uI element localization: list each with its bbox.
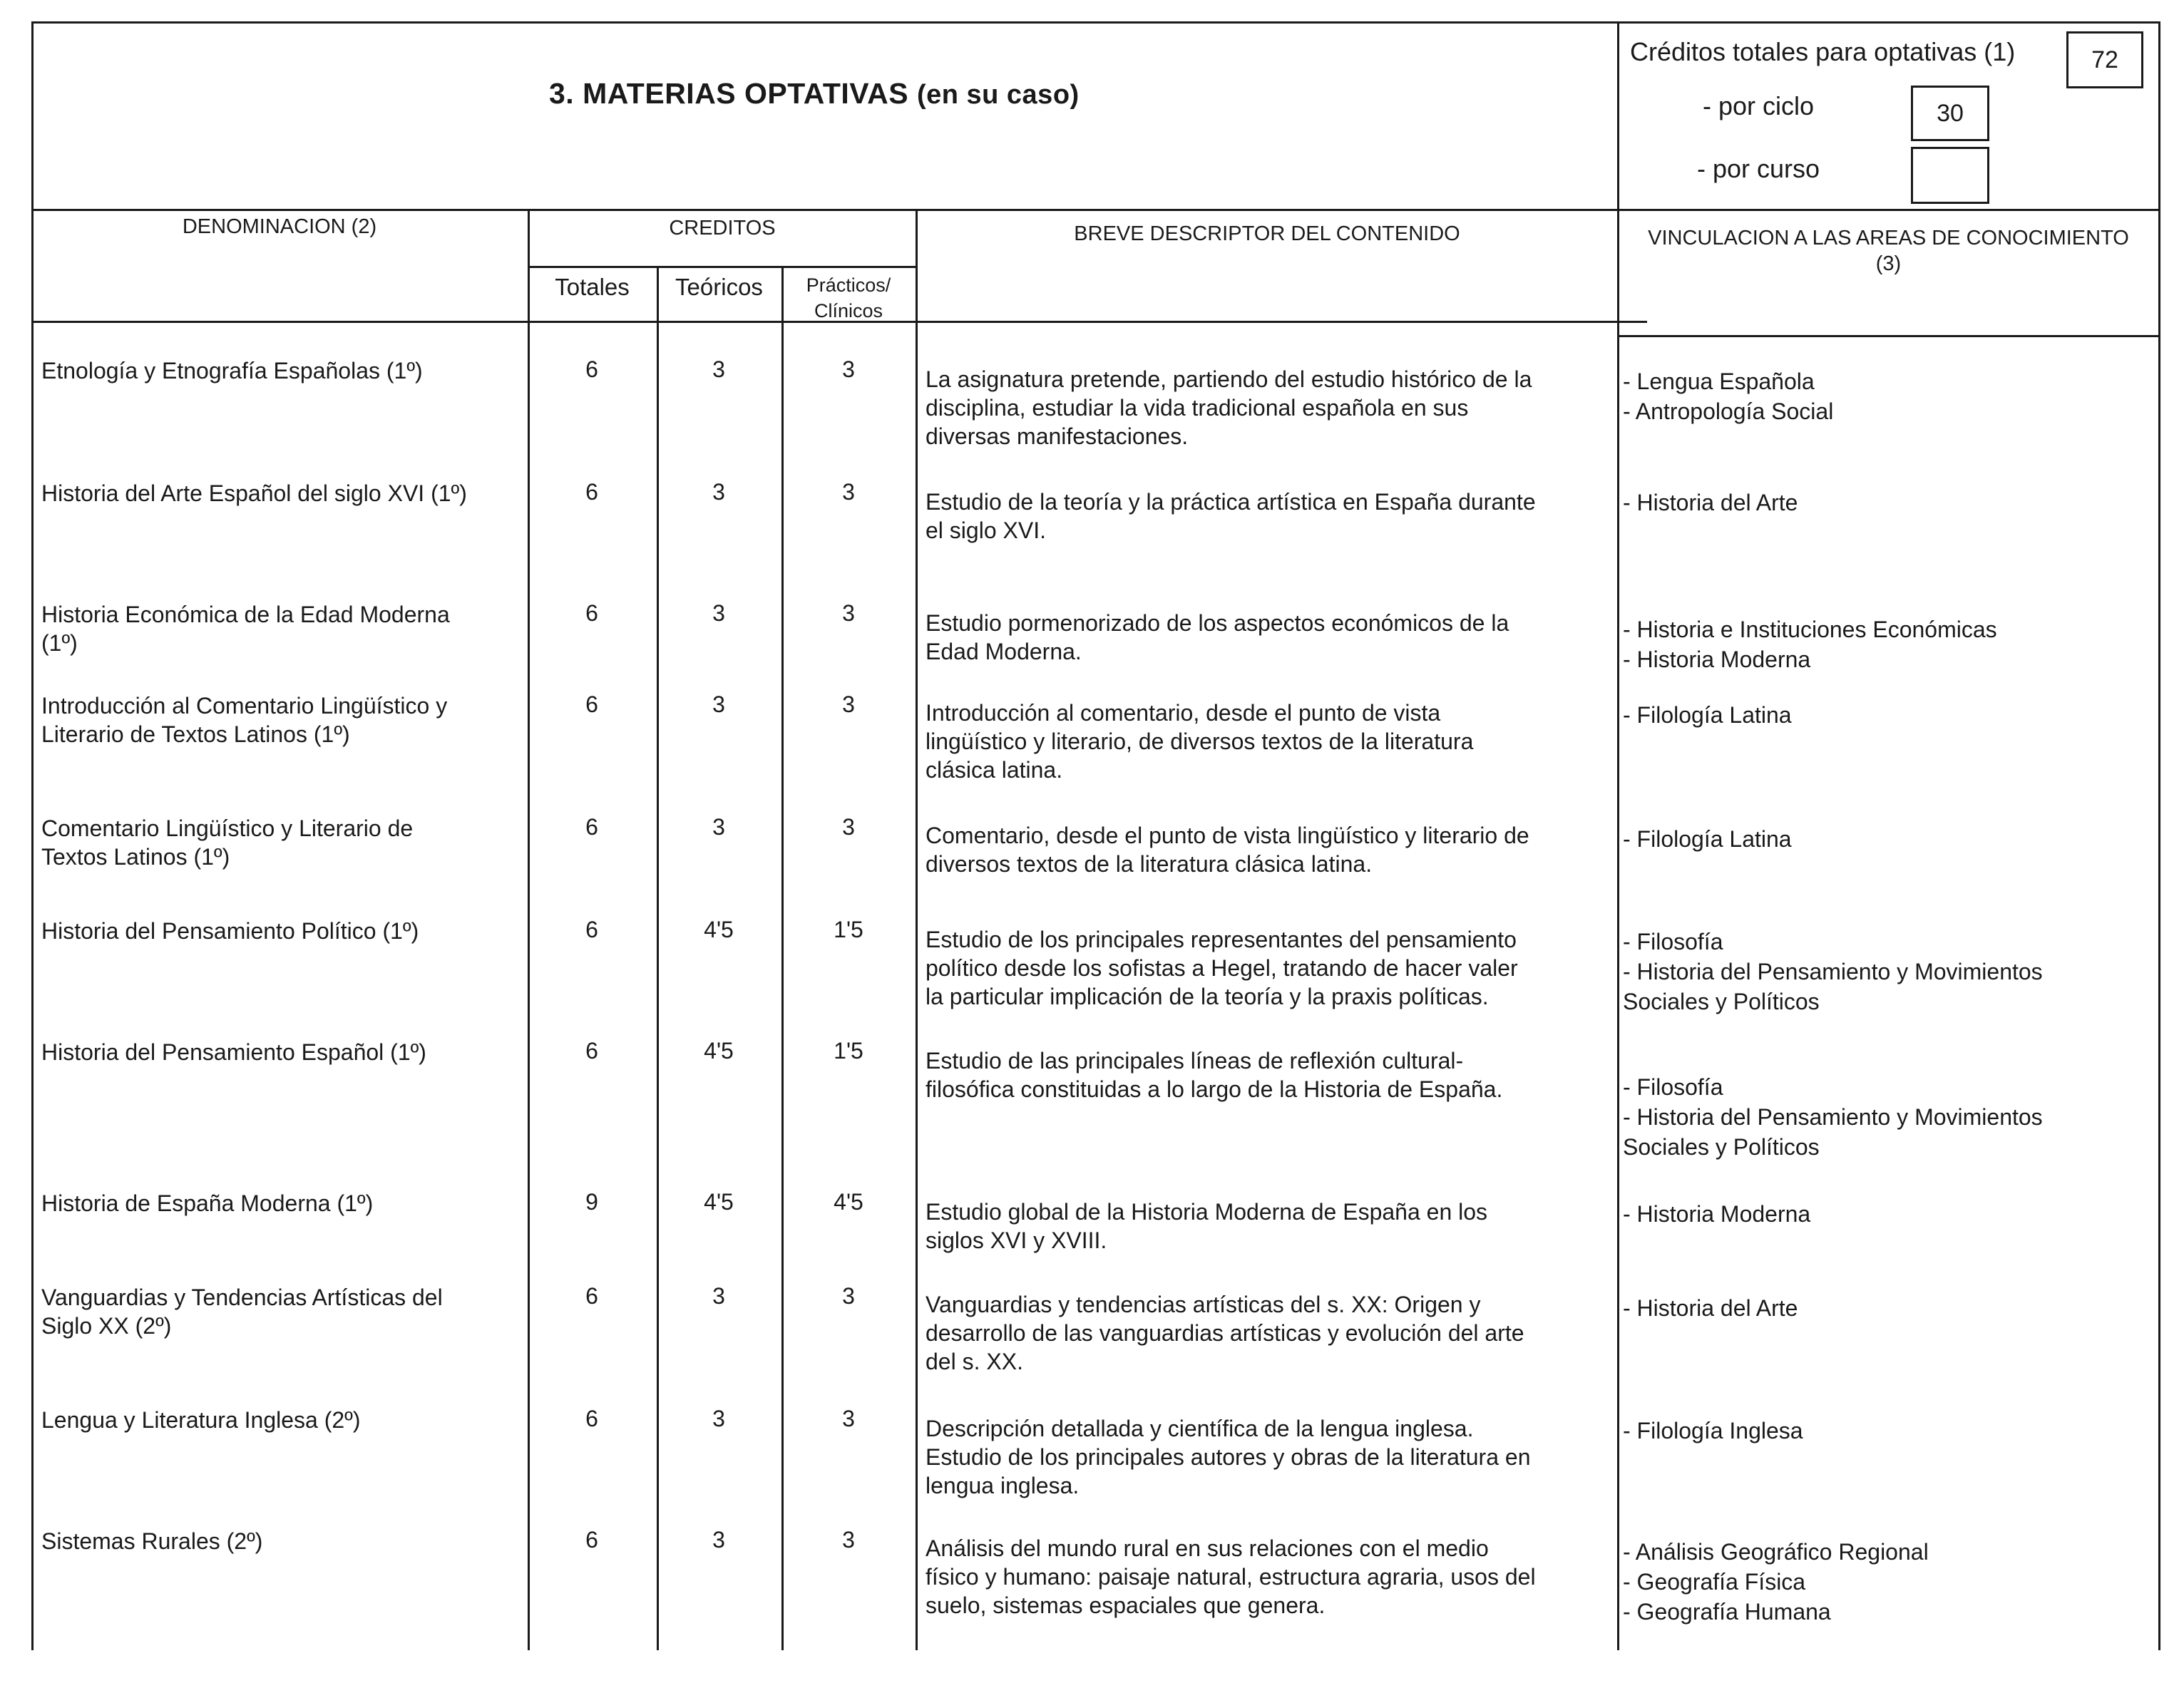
row-practicos: 3 <box>842 479 855 505</box>
row-teoricos: 3 <box>712 1283 725 1309</box>
row-descriptor-line: clásica latina. <box>926 757 1063 783</box>
col-line-denominacion <box>528 209 530 1650</box>
title-suffix: (en su caso) <box>916 80 1080 110</box>
row-totales: 6 <box>585 917 598 942</box>
row-teoricos: 3 <box>712 691 725 717</box>
row-totales: 6 <box>585 1527 598 1553</box>
row-areas-line: - Historia e Instituciones Económicas <box>1623 617 1997 642</box>
row-areas <box>1623 366 2150 426</box>
row-areas <box>1623 1072 2150 1162</box>
row-descriptor-line: la particular implicación de la teoría y la praxis políticas. <box>926 984 1489 1009</box>
row-denominacion-line: Lengua y Literatura Inglesa (2º) <box>41 1407 361 1433</box>
row-areas-line: - Filosofía <box>1623 1074 1723 1100</box>
row-descriptor <box>926 699 1610 784</box>
row-denominacion-line: Historia del Arte Español del siglo XVI (1º) <box>41 480 467 506</box>
row-descriptor-line: Estudio global de la Historia Moderna de España en los <box>926 1199 1488 1225</box>
row-descriptor-line: político desde los sofistas a Hegel, tratando de hacer valer <box>926 955 1518 981</box>
row-areas <box>1623 700 2150 730</box>
row-practicos: 3 <box>842 600 855 626</box>
row-denominacion-line: Historia del Pensamiento Político (1º) <box>41 918 419 944</box>
header-practicos-line1: Prácticos/ <box>806 274 891 296</box>
row-teoricos: 3 <box>712 1406 725 1431</box>
row-descriptor <box>926 1198 1610 1255</box>
row-areas-line: Sociales y Políticos <box>1623 989 1820 1014</box>
row-descriptor-line: lengua inglesa. <box>926 1473 1080 1498</box>
row-areas <box>1623 488 2150 518</box>
row-denominacion-line: Comentario Lingüístico y Literario de <box>41 815 414 841</box>
header-practicos <box>781 272 916 324</box>
row-areas-line: - Historia Moderna <box>1623 1201 1811 1227</box>
por-curso-box <box>1911 147 1989 204</box>
header-vinculacion-line2: (3) <box>1875 252 1902 275</box>
row-descriptor <box>926 925 1610 1011</box>
row-areas-line: - Filología Latina <box>1623 702 1792 728</box>
row-totales: 6 <box>585 1406 598 1431</box>
row-areas <box>1623 1416 2150 1446</box>
row-descriptor-line: Introducción al comentario, desde el punto de vista <box>926 700 1441 726</box>
col-line-teoricos <box>781 266 784 1650</box>
creditos-totales-label: Créditos totales para optativas (1) <box>1630 37 2016 66</box>
row-denominacion-line: Literario de Textos Latinos (1º) <box>41 721 350 747</box>
row-descriptor <box>926 609 1610 666</box>
row-descriptor <box>926 1414 1610 1500</box>
row-totales: 6 <box>585 1283 598 1309</box>
row-denominacion <box>41 1283 519 1340</box>
row-practicos: 3 <box>842 1527 855 1553</box>
row-practicos: 3 <box>842 691 855 717</box>
row-areas <box>1623 1537 2150 1627</box>
row-denominacion <box>41 356 519 385</box>
row-areas-line: Sociales y Políticos <box>1623 1134 1820 1160</box>
row-descriptor-line: Estudio de los principales representantes del pensamiento <box>926 927 1517 952</box>
row-descriptor-line: siglos XVI y XVIII. <box>926 1228 1107 1253</box>
row-denominacion <box>41 1406 519 1434</box>
row-areas-line: - Antropología Social <box>1623 398 1834 424</box>
row-descriptor-line: físico y humano: paisaje natural, estructura agraria, usos del <box>926 1564 1536 1590</box>
row-denominacion <box>41 600 519 657</box>
row-teoricos: 3 <box>712 1527 725 1553</box>
row-denominacion-line: Etnología y Etnografía Españolas (1º) <box>41 358 423 384</box>
row-descriptor-line: Comentario, desde el punto de vista lingüístico y literario de <box>926 823 1529 848</box>
row-practicos: 3 <box>842 356 855 382</box>
row-denominacion-line: Siglo XX (2º) <box>41 1313 172 1339</box>
row-practicos: 4'5 <box>834 1189 863 1215</box>
row-denominacion-line: Introducción al Comentario Lingüístico y <box>41 693 448 719</box>
row-descriptor-line: diversos textos de la literatura clásica latina. <box>926 851 1373 877</box>
col-line-practicos <box>916 209 918 1650</box>
row-practicos: 3 <box>842 814 855 840</box>
row-descriptor-line: desarrollo de las vanguardias artísticas y evolución del arte <box>926 1320 1524 1346</box>
row-areas-line: - Historia del Arte <box>1623 490 1798 515</box>
row-teoricos: 3 <box>712 814 725 840</box>
row-denominacion <box>41 691 519 748</box>
row-descriptor-line: Análisis del mundo rural en sus relaciones con el medio <box>926 1535 1489 1561</box>
row-descriptor <box>926 821 1610 878</box>
row-areas-line: - Geografía Humana <box>1623 1599 1831 1625</box>
row-practicos: 1'5 <box>834 1038 863 1064</box>
row-areas-line: - Historia del Arte <box>1623 1295 1798 1321</box>
row-areas <box>1623 927 2150 1017</box>
row-totales: 6 <box>585 356 598 382</box>
row-areas <box>1623 1199 2150 1229</box>
row-denominacion <box>41 1189 519 1218</box>
header-denominacion: DENOMINACION (2) <box>182 215 377 238</box>
right-border <box>2158 21 2160 1650</box>
row-teoricos: 4'5 <box>704 917 734 942</box>
row-areas-line: - Historia del Pensamiento y Movimientos <box>1623 959 2043 984</box>
row-descriptor-line: lingüístico y literario, de diversos textos de la literatura <box>926 729 1474 754</box>
top-border <box>31 21 2160 24</box>
title-text: 3. MATERIAS OPTATIVAS <box>549 77 909 110</box>
header-totales: Totales <box>555 274 630 300</box>
row-denominacion <box>41 917 519 945</box>
row-areas-line: - Filología Latina <box>1623 826 1792 852</box>
row-denominacion-line: Historia del Pensamiento Español (1º) <box>41 1039 426 1065</box>
row-descriptor <box>926 1046 1610 1103</box>
row-areas <box>1623 1293 2150 1323</box>
row-descriptor-line: Estudio de las principales líneas de reflexión cultural- <box>926 1048 1464 1074</box>
header-creditos: CREDITOS <box>669 217 776 240</box>
row-totales: 9 <box>585 1189 598 1215</box>
row-descriptor <box>926 1290 1610 1376</box>
row-denominacion <box>41 479 519 508</box>
row-descriptor-line: Estudio pormenorizado de los aspectos económicos de la <box>926 610 1509 636</box>
row-areas-line: - Historia del Pensamiento y Movimientos <box>1623 1104 2043 1130</box>
row-denominacion-line: Historia Económica de la Edad Moderna <box>41 602 450 627</box>
row-areas-line: - Lengua Española <box>1623 369 1815 394</box>
row-descriptor-line: Vanguardias y tendencias artísticas del s. XX: Origen y <box>926 1292 1481 1317</box>
row-descriptor-line: disciplina, estudiar la vida tradicional española en sus <box>926 395 1469 421</box>
col-line-totales <box>657 266 659 1650</box>
row-areas <box>1623 614 2150 674</box>
row-descriptor-line: Descripción detallada y científica de la lengua inglesa. <box>926 1416 1474 1441</box>
row-descriptor-line: el siglo XVI. <box>926 518 1046 543</box>
header-teoricos: Teóricos <box>675 274 763 300</box>
row-denominacion-line: Sistemas Rurales (2º) <box>41 1528 263 1554</box>
row-totales: 6 <box>585 814 598 840</box>
page-title <box>549 77 1080 110</box>
row-denominacion-line: Textos Latinos (1º) <box>41 844 230 870</box>
row-practicos: 3 <box>842 1283 855 1309</box>
left-border <box>31 21 34 1650</box>
row-practicos: 1'5 <box>834 917 863 942</box>
header-practicos-line2: Clínicos <box>814 300 883 321</box>
creditos-subheader-line <box>528 266 917 268</box>
row-areas-line: - Filosofía <box>1623 929 1723 954</box>
row-descriptor-line: del s. XX. <box>926 1349 1023 1374</box>
row-practicos: 3 <box>842 1406 855 1431</box>
row-descriptor-line: Estudio de los principales autores y obras de la literatura en <box>926 1444 1531 1470</box>
header-vinculacion <box>1619 225 2158 277</box>
row-totales: 6 <box>585 691 598 717</box>
row-areas-line: - Historia Moderna <box>1623 647 1811 672</box>
row-descriptor <box>926 488 1610 545</box>
row-totales: 6 <box>585 600 598 626</box>
title-separator <box>31 209 2160 211</box>
row-denominacion <box>41 1527 519 1555</box>
row-totales: 6 <box>585 479 598 505</box>
row-denominacion-line: Historia de España Moderna (1º) <box>41 1190 374 1216</box>
row-descriptor <box>926 365 1610 451</box>
row-teoricos: 3 <box>712 356 725 382</box>
row-denominacion <box>41 814 519 871</box>
row-descriptor-line: suelo, sistemas espaciales que genera. <box>926 1592 1326 1618</box>
row-descriptor-line: filosófica constituidas a lo largo de la Historia de España. <box>926 1076 1503 1102</box>
row-denominacion <box>41 1038 519 1066</box>
row-descriptor-line: La asignatura pretende, partiendo del estudio histórico de la <box>926 366 1532 392</box>
por-curso-label: - por curso <box>1697 154 1820 183</box>
row-totales: 6 <box>585 1038 598 1064</box>
row-teoricos: 4'5 <box>704 1038 734 1064</box>
por-ciclo-box: 30 <box>1911 86 1989 141</box>
row-descriptor-line: Edad Moderna. <box>926 639 1082 664</box>
row-areas <box>1623 824 2150 854</box>
row-denominacion-line: (1º) <box>41 630 78 656</box>
row-areas-line: - Geografía Física <box>1623 1569 1806 1595</box>
row-teoricos: 3 <box>712 600 725 626</box>
row-descriptor-line: diversas manifestaciones. <box>926 423 1189 449</box>
row-areas-line: - Filología Inglesa <box>1623 1418 1803 1444</box>
row-teoricos: 4'5 <box>704 1189 734 1215</box>
por-ciclo-label: - por ciclo <box>1703 91 1815 120</box>
header-descriptor: BREVE DESCRIPTOR DEL CONTENIDO <box>1074 222 1460 245</box>
header-vinculacion-line1: VINCULACION A LAS AREAS DE CONOCIMIENTO <box>1648 227 2129 249</box>
header-separator-right <box>1617 335 2160 337</box>
row-denominacion-line: Vanguardias y Tendencias Artísticas del <box>41 1285 443 1310</box>
creditos-totales-box: 72 <box>2066 31 2143 88</box>
row-descriptor-line: Estudio de la teoría y la práctica artística en España durante <box>926 489 1536 515</box>
row-areas-line: - Análisis Geográfico Regional <box>1623 1539 1929 1565</box>
row-teoricos: 3 <box>712 479 725 505</box>
row-descriptor <box>926 1534 1610 1620</box>
